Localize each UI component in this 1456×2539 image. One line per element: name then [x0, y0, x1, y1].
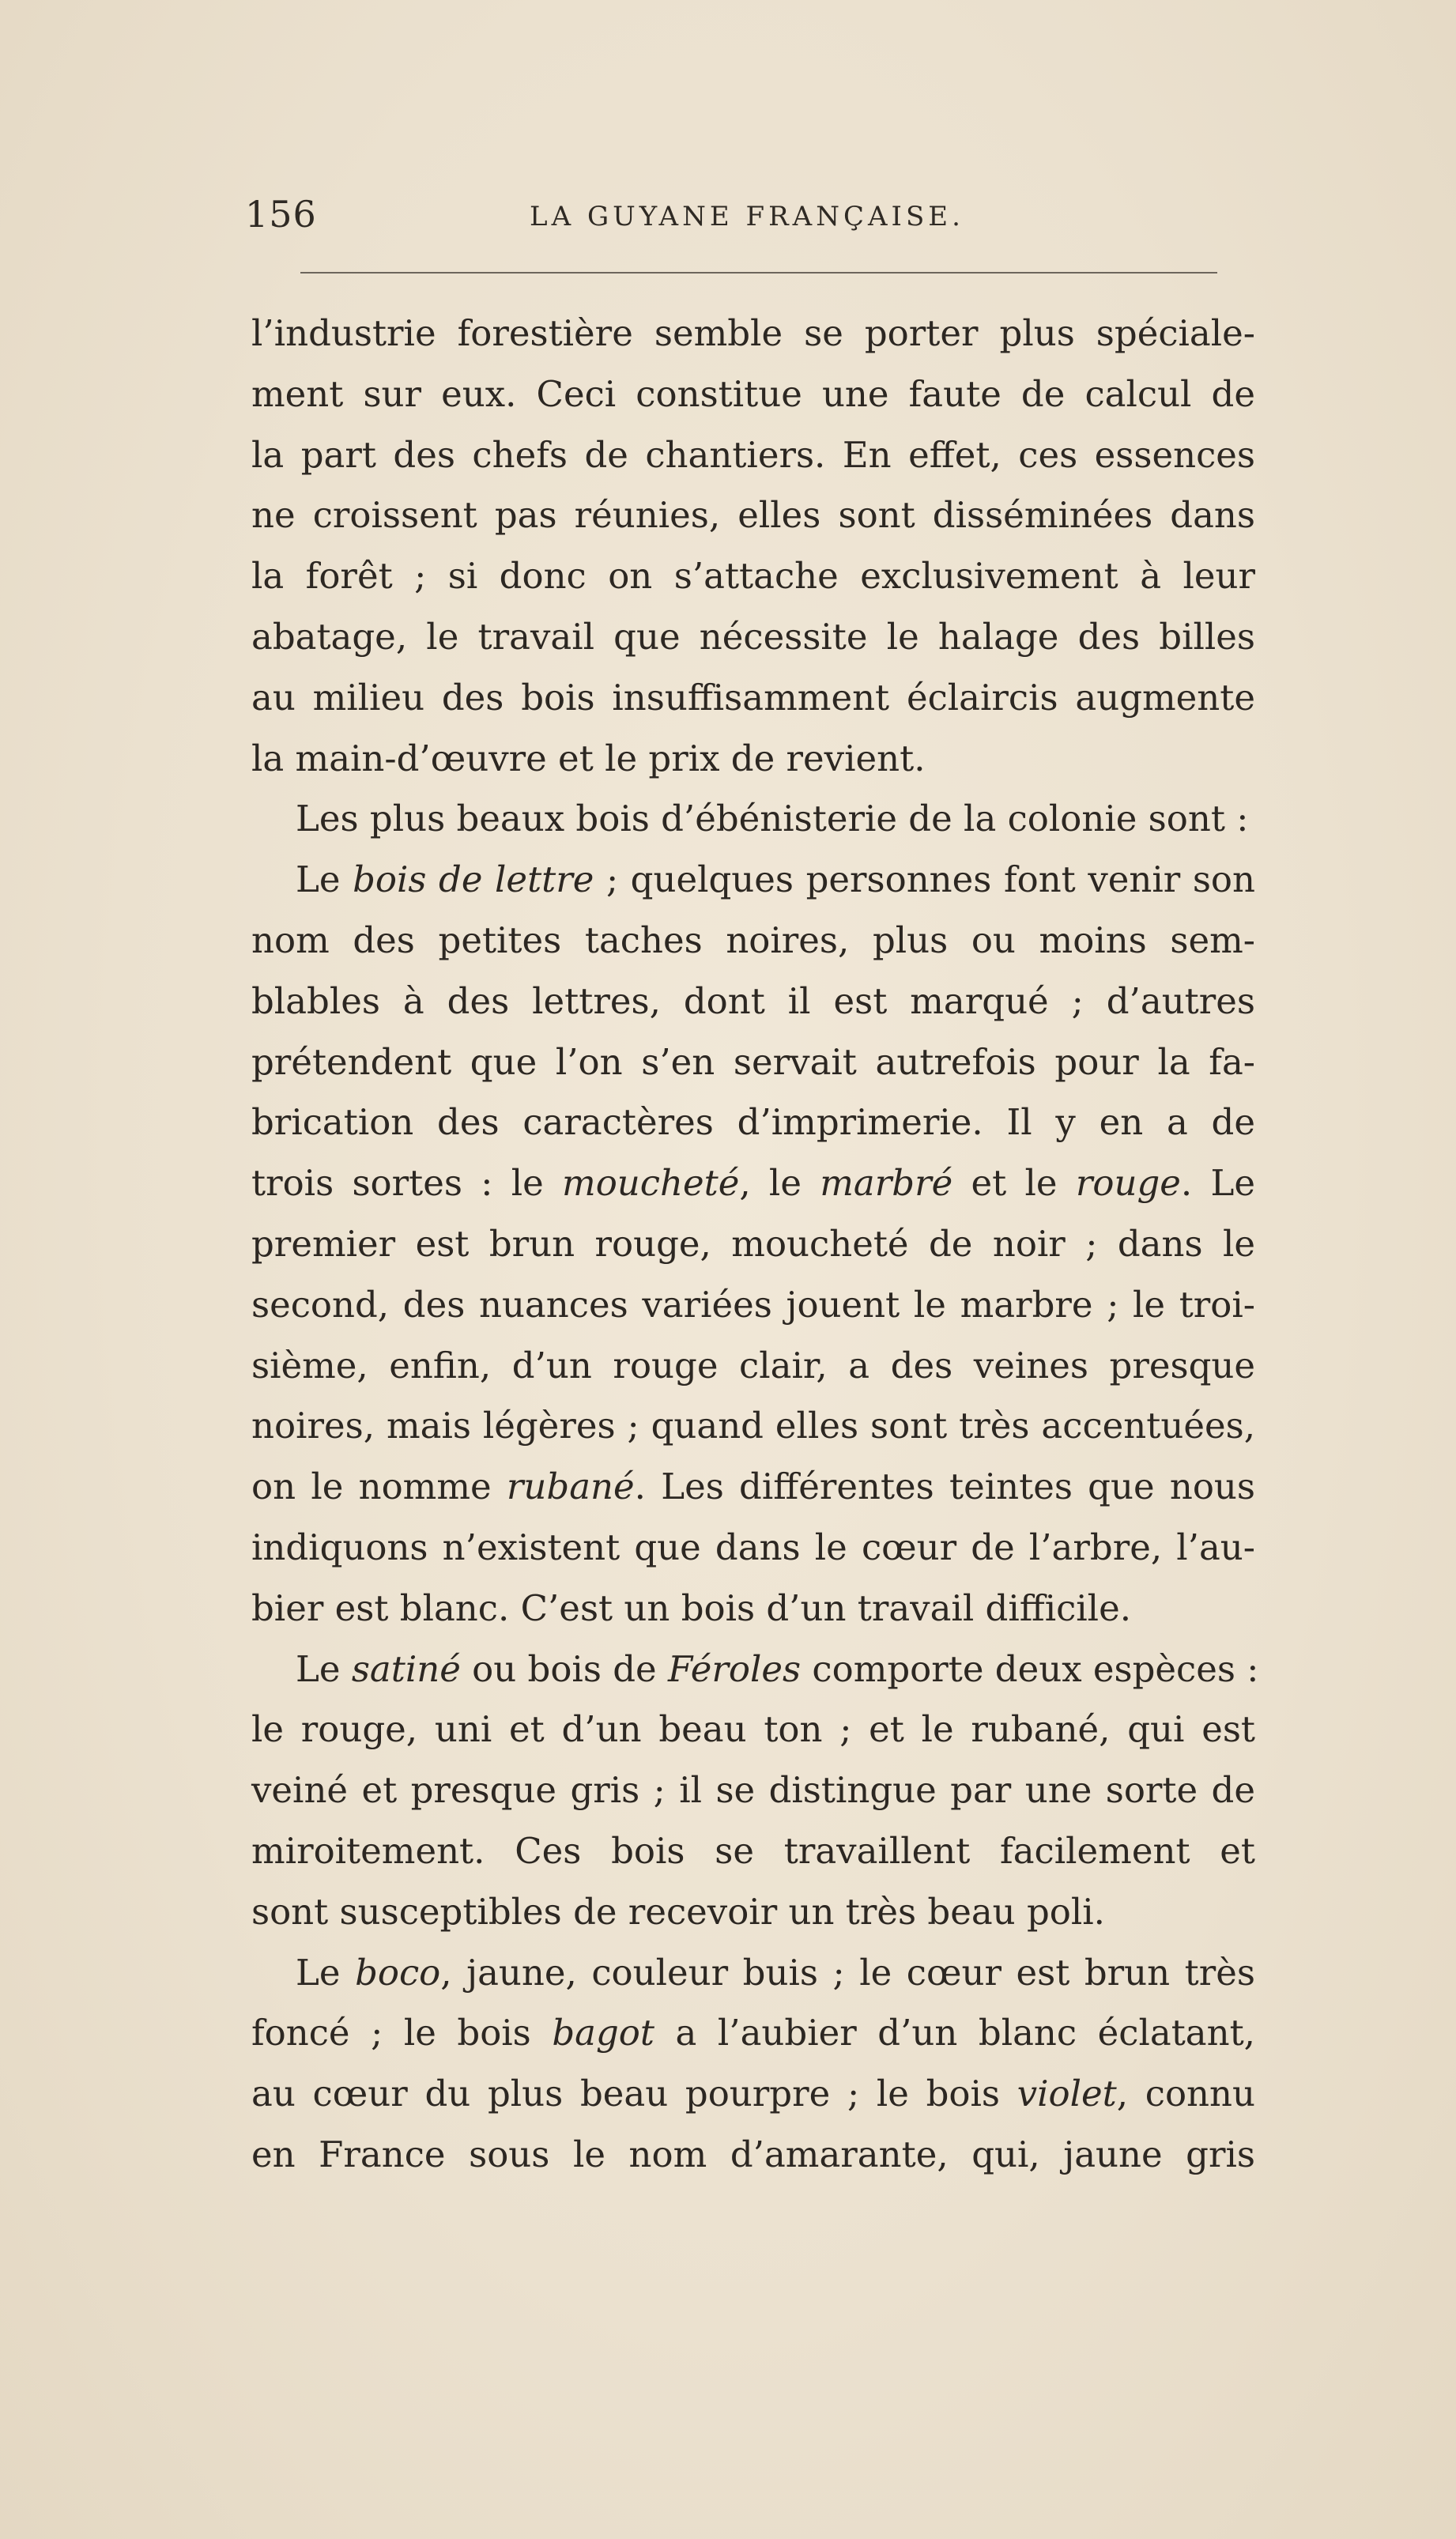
text-line: le rouge, uni et d’un beau ton ; et le rubané, qui est	[251, 1708, 1255, 1751]
text-line: noires, mais légères ; quand elles sont très accentuées,	[251, 1405, 1255, 1447]
text-line: en France sous le nom d’amarante, qui, jaune gris	[251, 2133, 1255, 2175]
header-rule	[300, 272, 1217, 274]
text-line: la main-d’œuvre et le prix de revient.	[251, 737, 926, 779]
text-line: au milieu des bois insuffisamment éclaircis augmente	[251, 676, 1255, 719]
text-line: l’industrie forestière semble se porter plus spéciale-	[251, 312, 1255, 354]
italic-term: bagot	[552, 2012, 654, 2054]
italic-term: boco	[355, 1951, 441, 1994]
text-line: veiné et presque gris ; il se distingue par une sorte de	[251, 1769, 1255, 1812]
text-line: ment sur eux. Ceci constitue une faute de calcul de	[251, 372, 1255, 415]
text-line: bier est blanc. C’est un bois d’un travail difficile.	[251, 1586, 1132, 1629]
italic-term: marbré	[820, 1162, 953, 1205]
text-line: Le satiné ou bois de Féroles comporte deux espèces :	[296, 1647, 1259, 1690]
text-line: miroitement. Ces bois se travaillent facilement et	[251, 1829, 1255, 1872]
text-line: blables à des lettres, dont il est marqué ; d’autres	[251, 979, 1255, 1022]
text-line: ne croissent pas réunies, elles sont disséminées dans	[251, 494, 1255, 537]
body-text	[251, 304, 1259, 2186]
italic-term: moucheté	[562, 1162, 740, 1205]
text-line: sième, enfin, d’un rouge clair, a des veines presque	[251, 1344, 1255, 1386]
text-line: Le boco, jaune, couleur buis ; le cœur est brun très	[296, 1951, 1255, 1994]
text-line: brication des caractères d’imprimerie. Il y en a de	[251, 1101, 1255, 1144]
text-line: indiquons n’existent que dans le cœur de l’arbre, l’au-	[251, 1526, 1255, 1568]
text-line: nom des petites taches noires, plus ou moins sem-	[251, 919, 1255, 961]
text-line: Les plus beaux bois d’ébénisterie de la colonie sont :	[296, 798, 1249, 840]
italic-term: rouge	[1075, 1162, 1181, 1205]
text-line: Le bois de lettre ; quelques personnes font venir son	[296, 858, 1256, 901]
text-line: foncé ; le bois bagot a l’aubier d’un blanc éclatant,	[251, 2012, 1255, 2054]
text-line: la part des chefs de chantiers. En effet, ces essences	[251, 433, 1255, 476]
text-line: abatage, le travail que nécessite le halage des billes	[251, 615, 1255, 658]
italic-term: satiné	[351, 1647, 461, 1690]
italic-term: violet	[1017, 2073, 1117, 2115]
text-line: on le nomme rubané. Les différentes teintes que nous	[251, 1466, 1255, 1508]
italic-term: Féroles	[667, 1647, 802, 1690]
page-header	[245, 188, 1217, 243]
text-line: premier est brun rouge, moucheté de noir ; dans le	[251, 1222, 1255, 1265]
page-number: 156	[245, 193, 317, 236]
text-line: second, des nuances variées jouent le marbre ; le troi-	[251, 1283, 1255, 1326]
italic-term: rubané	[506, 1466, 635, 1508]
running-title: LA GUYANE FRANÇAISE.	[530, 201, 964, 232]
text-line: sont susceptibles de recevoir un très beau poli.	[251, 1890, 1105, 1933]
text-line: au cœur du plus beau pourpre ; le bois violet, connu	[251, 2073, 1255, 2115]
text-line: la forêt ; si donc on s’attache exclusivement à leur	[251, 555, 1255, 598]
italic-term: bois de lettre	[353, 858, 594, 901]
text-line: prétendent que l’on s’en servait autrefois pour la fa-	[251, 1040, 1255, 1083]
text-line: trois sortes : le moucheté, le marbré et le rouge. Le	[251, 1162, 1256, 1205]
